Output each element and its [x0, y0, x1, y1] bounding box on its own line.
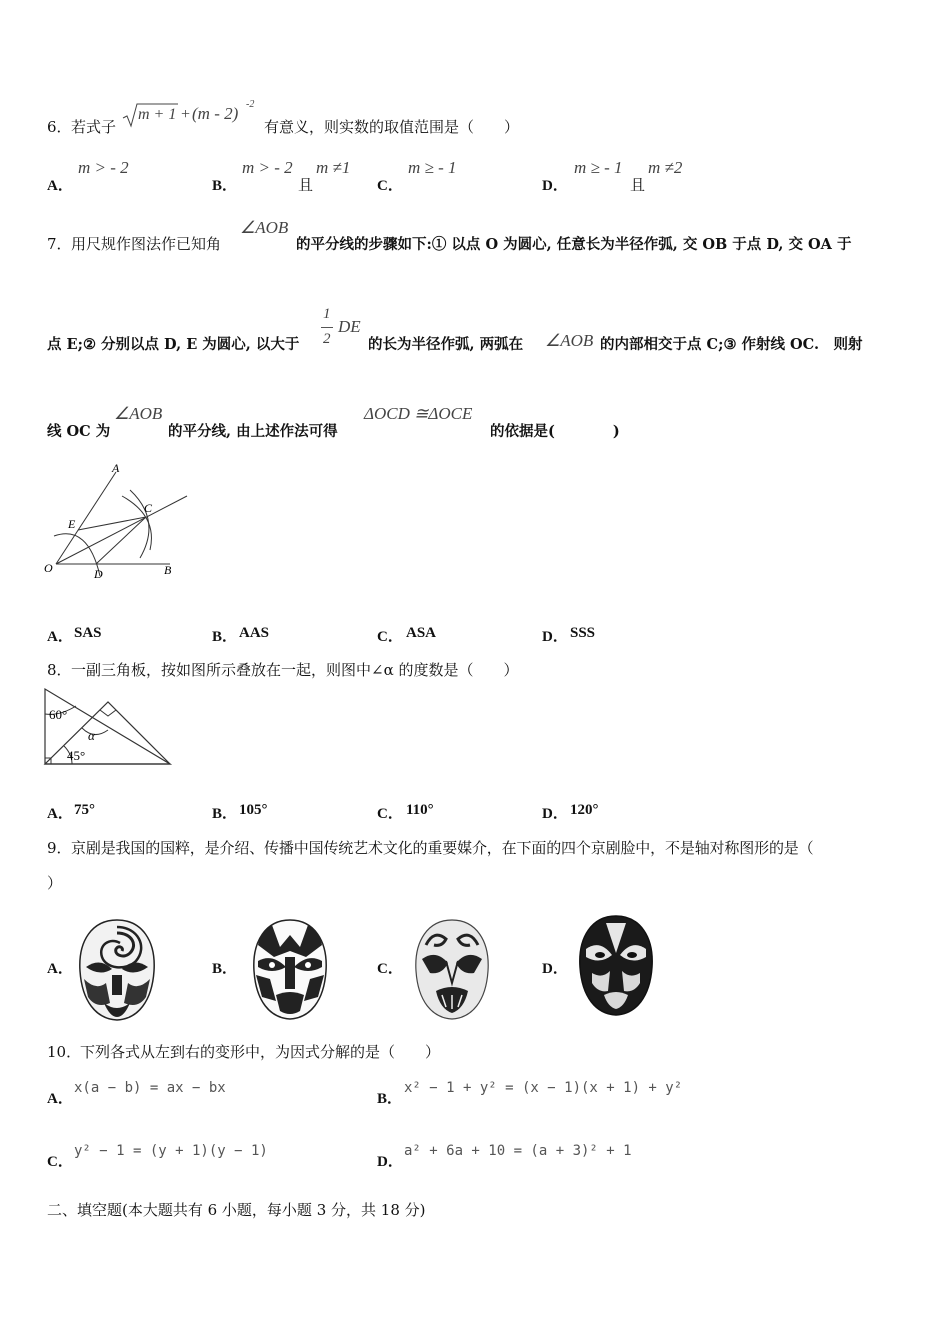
q8-triangle-figure: [42, 686, 176, 768]
q6-option-b-and: 且: [298, 176, 314, 194]
q7-frac-num: 1: [323, 306, 331, 322]
q7-fig-label-b: B: [164, 563, 172, 577]
q6-expr-paren: (m - 2): [192, 104, 239, 123]
q7-line3-angle: ∠AOB: [114, 404, 163, 423]
q6-expr-radicand: m + 1: [138, 106, 177, 123]
q8-option-b-text: 105°: [239, 802, 268, 818]
q7-option-b-text: AAS: [239, 625, 270, 641]
q6-option-a-math: m > - 2: [78, 158, 129, 177]
q10-option-a-math: x(a − b) = ax − bx: [74, 1080, 226, 1096]
q7-frac-de: DE: [338, 317, 361, 336]
q7-line2-c: 的内部相交于点 C;③ 作射线 OC. 则射: [600, 336, 863, 353]
q8-fig-label-alpha: α: [88, 728, 95, 743]
q8-option-a-text: 75°: [74, 802, 95, 818]
q7-option-d-text: SSS: [570, 625, 596, 641]
q7-line3-b: 的平分线, 由上述作法可得: [168, 423, 338, 440]
q8-option-c-text: 110°: [406, 802, 434, 818]
q10-option-b-math: x² − 1 + y² = (x − 1)(x + 1) + y²: [404, 1080, 683, 1096]
q10-stem: 下列各式从左到右的变形中，为因式分解的是（ ）: [80, 1043, 441, 1061]
q7-option-c-text: ASA: [406, 625, 437, 641]
q9-option-d-label: D．: [542, 961, 568, 977]
q7-line3-c: 的依据是( ): [490, 423, 620, 440]
q7-line1-b: 的平分线的步骤如下:① 以点 O 为圆心, 任意长为半径作弧, 交 OB 于点 D, 交 OA 于: [296, 236, 852, 253]
q8-option-b-label: B．: [212, 806, 238, 822]
q9-option-c-label: C．: [377, 961, 403, 977]
q6-option-d-label: D．: [542, 178, 568, 194]
q7-angle-bisector-figure: [40, 458, 200, 586]
q7-fig-label-c: C: [144, 501, 153, 515]
q6-option-d-math: m ≥ - 1: [574, 158, 623, 177]
q6-stem-pre: 若式子: [71, 118, 117, 136]
q8-option-a-label: A．: [47, 806, 73, 822]
q7-option-b-label: B．: [212, 629, 238, 645]
q7-option-d-label: D．: [542, 629, 568, 645]
q10-option-d-math: a² + 6a + 10 = (a + 3)² + 1: [404, 1143, 632, 1159]
q6-option-b-label: B．: [212, 178, 238, 194]
q6-expr-plus: +: [180, 106, 191, 123]
q7-number: 7．: [47, 235, 72, 253]
q7-fig-label-a: A: [112, 461, 120, 475]
q9-number: 9．: [47, 839, 72, 857]
q7-line1-a: 用尺规作图法作已知角: [71, 235, 222, 253]
q8-option-d-text: 120°: [570, 802, 599, 818]
q7-frac-bar: [321, 327, 333, 328]
q6-option-b-math2: m ≠1: [316, 158, 351, 177]
q6-option-c-label: C．: [377, 178, 403, 194]
q9-mask-d-image: [576, 913, 656, 1017]
q6-option-d-math2: m ≠2: [648, 158, 683, 177]
q8-option-d-label: D．: [542, 806, 568, 822]
q7-fig-label-d: D: [94, 567, 103, 581]
q7-option-a-label: A．: [47, 629, 73, 645]
q9-option-b-label: B．: [212, 961, 238, 977]
q7-line2-a: 点 E;② 分别以点 D, E 为圆心, 以大于: [47, 336, 300, 353]
q10-number: 10．: [47, 1043, 82, 1061]
section-2-heading: 二、填空题(本大题共有 6 小题，每小题 3 分，共 18 分): [47, 1201, 426, 1219]
q8-fig-label-60: 60°: [49, 707, 68, 722]
q6-option-d-and: 且: [630, 176, 646, 194]
q7-option-c-label: C．: [377, 629, 403, 645]
q7-fig-label-e: E: [68, 517, 76, 531]
q7-fig-label-o: O: [44, 561, 53, 575]
q7-angle-aob: ∠AOB: [240, 218, 289, 237]
q7-line2-angle: ∠AOB: [545, 331, 594, 350]
q6-option-a-label: A．: [47, 178, 73, 194]
q7-option-a-text: SAS: [74, 625, 102, 641]
q7-congruence: ΔOCD ≅ΔOCE: [364, 404, 473, 423]
q9-stem-line1: 京剧是我国的国粹，是介绍、传播中国传统艺术文化的重要媒介，在下面的四个京剧脸中，不是轴对称图形的是（: [71, 839, 814, 857]
q6-option-b-math: m > - 2: [242, 158, 293, 177]
q9-option-a-label: A．: [47, 961, 73, 977]
q7-frac-den: 2: [323, 331, 331, 347]
q10-option-b-label: B．: [377, 1091, 403, 1107]
q8-option-c-label: C．: [377, 806, 403, 822]
q9-mask-b-image: [250, 917, 330, 1021]
q6-stem-post: 有意义，则实数的取值范围是（ ）: [264, 118, 520, 136]
q8-number: 8．: [47, 661, 72, 679]
q7-line3-a: 线 OC 为: [47, 423, 111, 440]
q10-option-c-math: y² − 1 = (y + 1)(y − 1): [74, 1143, 268, 1159]
q6-expr-exponent: -2: [246, 99, 255, 110]
q10-option-a-label: A．: [47, 1091, 73, 1107]
q9-mask-a-image: [76, 917, 158, 1023]
q6-option-c-math: m ≥ - 1: [408, 158, 457, 177]
q8-stem: 一副三角板，按如图所示叠放在一起，则图中∠α 的度数是（ ）: [71, 661, 519, 679]
q6-number: 6．: [47, 118, 72, 136]
q10-option-c-label: C．: [47, 1154, 73, 1170]
q8-fig-label-45: 45°: [67, 748, 86, 763]
q7-line2-b: 的长为半径作弧, 两弧在: [368, 336, 524, 353]
q9-stem-line2: ）: [47, 874, 63, 892]
q9-mask-c-image: [412, 917, 492, 1021]
q10-option-d-label: D．: [377, 1154, 403, 1170]
